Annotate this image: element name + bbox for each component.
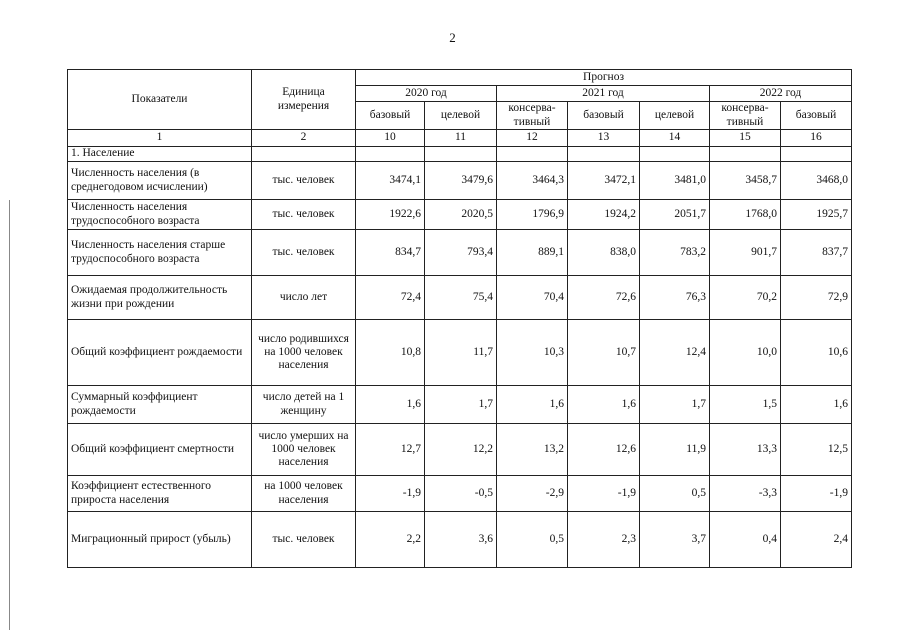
row-label: Численность населения (в среднегодовом исчислении) [68,162,252,200]
value-cell: 11,7 [425,320,497,386]
table-row [68,320,852,386]
value-cell: -1,9 [356,476,425,512]
value-cell: 2020,5 [425,200,497,230]
value-cell: 1925,7 [781,200,852,230]
row-label: Ожидаемая продолжительность жизни при рождении [68,276,252,320]
table-row [68,512,852,568]
value-cell: 834,7 [356,230,425,276]
value-cell: 1768,0 [710,200,781,230]
row-unit: число лет [252,276,356,320]
value-cell: 2,3 [568,512,640,568]
column-number: 13 [568,130,640,147]
column-number: 10 [356,130,425,147]
column-number: 1 [68,130,252,147]
value-cell: 1924,2 [568,200,640,230]
value-cell: 1,6 [497,386,568,424]
value-cell: 838,0 [568,230,640,276]
header-variant: целевой [425,102,497,130]
row-label: Численность населения старше трудоспособного возраста [68,230,252,276]
row-label: Миграционный прирост (убыль) [68,512,252,568]
row-unit: тыс. человек [252,512,356,568]
value-cell: 0,5 [640,476,710,512]
value-cell: -3,3 [710,476,781,512]
value-cell: 2,4 [781,512,852,568]
value-cell: 0,5 [497,512,568,568]
header-indicators: Показатели [68,70,252,130]
table-row [68,162,852,200]
column-number: 2 [252,130,356,147]
table-row [68,424,852,476]
table-row [68,276,852,320]
value-cell: 1,5 [710,386,781,424]
section-title: 1. Население [68,147,252,162]
value-cell: -1,9 [568,476,640,512]
value-cell: -0,5 [425,476,497,512]
row-label: Общий коэффициент рождаемости [68,320,252,386]
value-cell: 3,7 [640,512,710,568]
column-number: 12 [497,130,568,147]
value-cell: 10,3 [497,320,568,386]
value-cell: 2,2 [356,512,425,568]
value-cell: 10,6 [781,320,852,386]
value-cell: 1922,6 [356,200,425,230]
row-unit: число родившихся на 1000 человек населения [252,320,356,386]
table-row [68,200,852,230]
value-cell: -1,9 [781,476,852,512]
row-unit: тыс. человек [252,200,356,230]
row-unit: тыс. человек [252,162,356,200]
column-number: 11 [425,130,497,147]
value-cell: 72,4 [356,276,425,320]
row-unit: число умерших на 1000 человек населения [252,424,356,476]
value-cell: 3474,1 [356,162,425,200]
row-unit: на 1000 человек населения [252,476,356,512]
value-cell: 0,4 [710,512,781,568]
value-cell: 10,8 [356,320,425,386]
value-cell: 10,7 [568,320,640,386]
row-unit: тыс. человек [252,230,356,276]
value-cell: 13,2 [497,424,568,476]
row-label: Суммарный коэффициент рождаемости [68,386,252,424]
value-cell: 3479,6 [425,162,497,200]
forecast-table [67,69,852,568]
value-cell: 70,2 [710,276,781,320]
value-cell: 3472,1 [568,162,640,200]
value-cell: 1,6 [568,386,640,424]
header-variant: консерва-тивный [710,102,781,130]
column-number: 15 [710,130,781,147]
row-label: Численность населения трудоспособного возраста [68,200,252,230]
table-row [68,230,852,276]
value-cell: 11,9 [640,424,710,476]
value-cell: 3468,0 [781,162,852,200]
header-forecast: Прогноз [356,70,852,86]
value-cell: 3464,3 [497,162,568,200]
value-cell: 12,7 [356,424,425,476]
table-row [68,386,852,424]
value-cell: 1,7 [425,386,497,424]
column-number: 16 [781,130,852,147]
value-cell: 12,2 [425,424,497,476]
header-variant: базовый [781,102,852,130]
value-cell: 1,6 [781,386,852,424]
value-cell: 3481,0 [640,162,710,200]
value-cell: -2,9 [497,476,568,512]
value-cell: 783,2 [640,230,710,276]
header-variant: консерва-тивный [497,102,568,130]
value-cell: 1,6 [356,386,425,424]
value-cell: 1796,9 [497,200,568,230]
value-cell: 2051,7 [640,200,710,230]
header-variant: целевой [640,102,710,130]
value-cell: 901,7 [710,230,781,276]
row-label: Общий коэффициент смертности [68,424,252,476]
header-variant: базовый [356,102,425,130]
value-cell: 76,3 [640,276,710,320]
value-cell: 793,4 [425,230,497,276]
header-unit: Единица измерения [252,70,356,130]
value-cell: 889,1 [497,230,568,276]
header-year-2021: 2021 год [497,86,710,102]
value-cell: 13,3 [710,424,781,476]
header-variant: базовый [568,102,640,130]
column-number: 14 [640,130,710,147]
value-cell: 837,7 [781,230,852,276]
value-cell: 12,4 [640,320,710,386]
value-cell: 75,4 [425,276,497,320]
value-cell: 3458,7 [710,162,781,200]
scan-margin-line [9,200,10,630]
value-cell: 12,5 [781,424,852,476]
header-year-2020: 2020 год [356,86,497,102]
value-cell: 3,6 [425,512,497,568]
row-unit: число детей на 1 женщину [252,386,356,424]
table-row [68,476,852,512]
page-number: 2 [449,30,456,45]
value-cell: 72,6 [568,276,640,320]
value-cell: 1,7 [640,386,710,424]
header-year-2022: 2022 год [710,86,852,102]
value-cell: 10,0 [710,320,781,386]
value-cell: 12,6 [568,424,640,476]
value-cell: 70,4 [497,276,568,320]
value-cell: 72,9 [781,276,852,320]
row-label: Коэффициент естественного прироста населения [68,476,252,512]
